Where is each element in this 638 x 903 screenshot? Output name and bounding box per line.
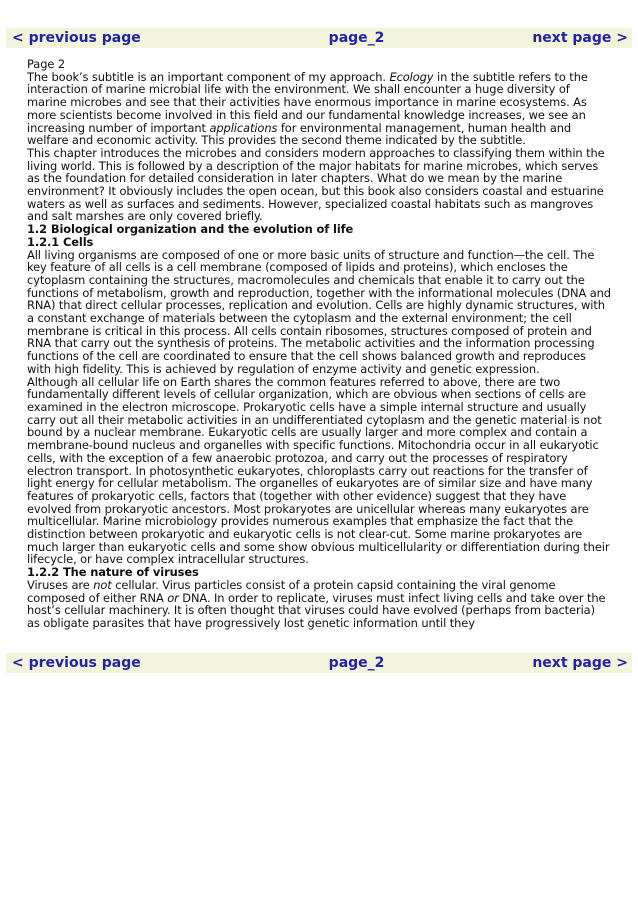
- page-label: page_2: [328, 30, 385, 46]
- bottom-navigation-bar: [6, 653, 632, 673]
- previous-page-link[interactable]: < previous page: [12, 655, 141, 671]
- paragraph-text: in the subtitle refers to the interaction of marine microbial life with the environment. We shall encounter a huge diversity of marine microbes and see that their activities have enormous importance in marine ecosystems. As more scientists become involved in this field and our fundamental knowledge increases, we see an increasing number of important: [27, 69, 588, 135]
- heading-1-2-1: 1.2.1 Cells: [27, 234, 94, 249]
- paragraph-cells: All living organisms are composed of one or more basic units of structure and function—the cell. The key feature of all cells is a cell membrane (composed of lipids and proteins), which encloses the cytoplasm containing the structures, macromolecules and chemicals that enable it to carry out the functions of metabolism, growth and reproduction, together with the informational molecules (DNA and RNA) that direct cellular processes, replication and evolution. Cells are highly dynamic structures, with a constant exchange of materials between the cytoplasm and the external environment; the cell membrane is critical in this process. All cells contain ribosomes, structures composed of protein and RNA that carry out the synthesis of proteins. The metabolic activities and the information processing functions of the cell are coordinated to ensure that the cell shows balanced growth and reproduces with high fidelity. This is achieved by regulation of enzyme activity and genetic expression.: [27, 247, 611, 376]
- page-marker: Page 2: [27, 57, 66, 71]
- page-label: page_2: [328, 655, 385, 671]
- top-navigation-bar: [6, 28, 632, 48]
- paragraph-text: for environmental management, human health and welfare and economic activity. This provides the second theme indicated by the subtitle.: [27, 120, 572, 148]
- heading-1-2-2: 1.2.2 The nature of viruses: [27, 565, 199, 580]
- paragraph-subtitle: [27, 71, 611, 147]
- previous-page-link[interactable]: < previous page: [12, 30, 141, 46]
- emphasis-applications: applications: [209, 120, 278, 135]
- emphasis-not: not: [93, 577, 112, 592]
- next-page-link[interactable]: next page >: [532, 30, 628, 46]
- paragraph-cellular-organization: Although all cellular life on Earth shares the common features referred to above, there are two fundamentally different levels of cellular organization, which are obvious when sections of cells are examined in the electron microscope. Prokaryotic cells have a simple internal structure and usually carry out all their metabolic activities in an undifferentiated cytoplasm and the genetic material is not bound by a nuclear membrane. Eukaryotic cells are usually larger and more complex and contain a membrane-bound nucleus and organelles with specific functions. Mitochondria occur in all eukaryotic cells, with the exception of a few anaerobic protozoa, and carry out the processes of respiratory electron transport. In photosynthetic eukaryotes, chloroplasts carry out reactions for the transfer of light energy for cellular metabolism. The organelles of eukaryotes are of similar size and have many features of prokaryotic cells, factors that (together with other evidence) suggest that they have evolved from prokaryotic ancestors. Most prokaryotes are unicellular whereas many eukaryotes are multicellular. Marine microbiology provides numerous examples that emphasize the fact that the distinction between prokaryotic and eukaryotic cells is not clear-cut. Some marine prokaryotes are much larger than eukaryotic cells and some show obvious multicellularity or differentiation during their lifecycle, or have complex intracellular structures.: [27, 374, 610, 567]
- paragraph-chapter-intro: This chapter introduces the microbes and considers modern approaches to classifying them within the living world. This is followed by a description of the major habitats for marine microbes, which serves as the foundation for detailed consideration in later chapters. What do we mean by the marine environment? It obviously includes the open ocean, but this book also considers coastal and estuarine waters as well as surfaces and sediments. However, specialized coastal habitats such as mangroves and salt marshes are only covered briefly.: [27, 145, 605, 224]
- paragraph-text: The book’s subtitle is an important component of my approach.: [27, 69, 390, 84]
- paragraph-text: DNA. In order to replicate, viruses must infect living cells and take over the host’s cellular machinery. It is often thought that viruses could have evolved (perhaps from bacteria) as obligate parasites that have progressively lost genetic information until they: [27, 590, 606, 630]
- paragraph-viruses: [27, 579, 611, 630]
- paragraph-text: Viruses are: [27, 577, 94, 592]
- paragraph-text: cellular. Virus particles consist of a protein capsid containing the viral genome composed of either RNA: [27, 577, 556, 605]
- emphasis-ecology: Ecology: [389, 69, 434, 84]
- page-content: [27, 58, 611, 630]
- heading-1-2: 1.2 Biological organization and the evolution of life: [27, 222, 354, 237]
- next-page-link[interactable]: next page >: [532, 655, 628, 671]
- emphasis-or: or: [167, 590, 179, 605]
